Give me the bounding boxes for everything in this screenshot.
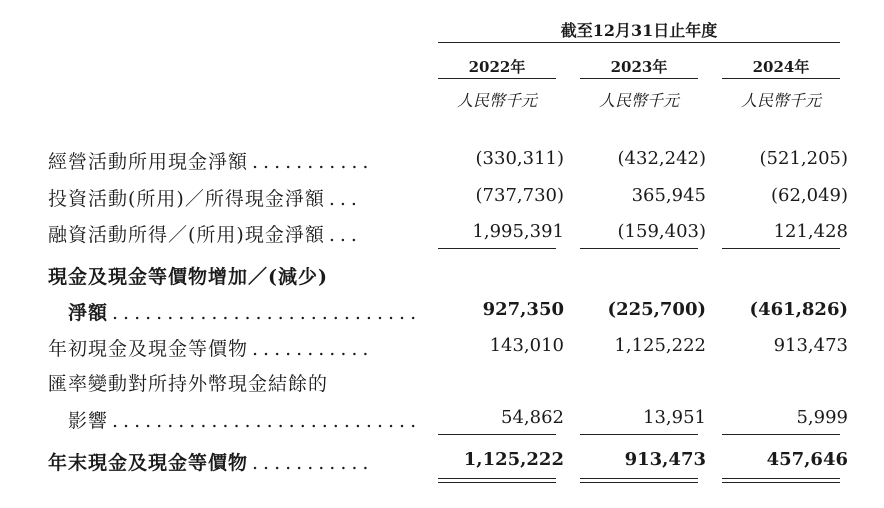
label-text: 現金及現金等價物增加／(減少) bbox=[48, 266, 328, 288]
value-2022: 54,862 bbox=[501, 407, 564, 428]
value-2022: 927,350 bbox=[482, 299, 564, 320]
value-2023: (225,700) bbox=[607, 299, 706, 320]
value-2023: (159,403) bbox=[617, 221, 706, 242]
total-double-rule-2023-b bbox=[580, 482, 698, 483]
leader-dots: ... bbox=[328, 188, 362, 210]
year-2024-rule bbox=[722, 78, 840, 79]
value-2024: 457,646 bbox=[766, 449, 848, 470]
year-2023-rule bbox=[580, 78, 698, 79]
unit-2023: 人民幣千元 bbox=[598, 91, 679, 110]
label-text: 經營活動所用現金淨額 bbox=[48, 151, 249, 173]
value-2022: 143,010 bbox=[489, 335, 564, 356]
year-2024-header: 2024年 bbox=[752, 58, 810, 76]
label-text: 年末現金及現金等價物 bbox=[48, 452, 249, 474]
value-2023: 1,125,222 bbox=[614, 335, 706, 356]
value-2024: (461,826) bbox=[749, 299, 848, 320]
row-label-net-change bbox=[48, 262, 328, 289]
total-top-rule-2022 bbox=[438, 434, 556, 435]
subtotal-rule-2023 bbox=[580, 248, 698, 249]
unit-2022: 人民幣千元 bbox=[456, 91, 537, 110]
value-2022: (737,730) bbox=[475, 185, 564, 206]
row-label-investing bbox=[48, 184, 362, 211]
label-text: 融資活動所得／(所用)現金淨額 bbox=[48, 224, 325, 246]
year-2023-header: 2023年 bbox=[610, 58, 668, 76]
value-2022: 1,125,222 bbox=[463, 449, 564, 470]
leader-dots: ........... bbox=[252, 151, 374, 173]
row-label-closing-cash bbox=[48, 448, 373, 475]
total-top-rule-2024 bbox=[722, 434, 840, 435]
subtotal-rule-2024 bbox=[722, 248, 840, 249]
total-double-rule-2023-a bbox=[580, 478, 698, 479]
row-label-financing bbox=[48, 220, 362, 247]
year-2022-header: 2022年 bbox=[468, 58, 526, 76]
value-2023: 13,951 bbox=[643, 407, 706, 428]
year-2022-rule bbox=[438, 78, 556, 79]
leader-dots: ........... bbox=[252, 338, 374, 360]
total-double-rule-2022-a bbox=[438, 478, 556, 479]
value-2022: 1,995,391 bbox=[472, 221, 564, 242]
value-2024: (521,205) bbox=[759, 148, 848, 169]
row-label-net-amount bbox=[68, 298, 421, 325]
label-text: 淨額 bbox=[68, 302, 109, 324]
value-2023: 365,945 bbox=[631, 185, 706, 206]
value-2024: 121,428 bbox=[773, 221, 848, 242]
period-rule bbox=[438, 42, 840, 43]
value-2023: 913,473 bbox=[624, 449, 706, 470]
total-double-rule-2024-a bbox=[722, 478, 840, 479]
value-2023: (432,242) bbox=[617, 148, 706, 169]
leader-dots: ............................ bbox=[112, 410, 422, 432]
leader-dots: ... bbox=[328, 224, 362, 246]
period-heading: 截至12月31日止年度 bbox=[560, 21, 718, 40]
label-text: 年初現金及現金等價物 bbox=[48, 338, 249, 360]
row-label-fx-impact bbox=[68, 406, 421, 433]
total-top-rule-2023 bbox=[580, 434, 698, 435]
row-label-operating bbox=[48, 147, 373, 174]
value-2022: (330,311) bbox=[475, 148, 564, 169]
value-2024: 5,999 bbox=[796, 407, 848, 428]
leader-dots: ........... bbox=[252, 452, 374, 474]
value-2024: (62,049) bbox=[770, 185, 848, 206]
row-label-fx-effect bbox=[48, 369, 328, 396]
total-double-rule-2024-b bbox=[722, 482, 840, 483]
label-text: 投資活動(所用)／所得現金淨額 bbox=[48, 188, 325, 210]
unit-2024: 人民幣千元 bbox=[740, 91, 821, 110]
label-text: 匯率變動對所持外幣現金結餘的 bbox=[48, 373, 329, 395]
subtotal-rule-2022 bbox=[438, 248, 556, 249]
value-2024: 913,473 bbox=[773, 335, 848, 356]
label-text: 影響 bbox=[68, 410, 109, 432]
row-label-opening-cash bbox=[48, 334, 373, 361]
total-double-rule-2022-b bbox=[438, 482, 556, 483]
leader-dots: ............................ bbox=[112, 302, 422, 324]
